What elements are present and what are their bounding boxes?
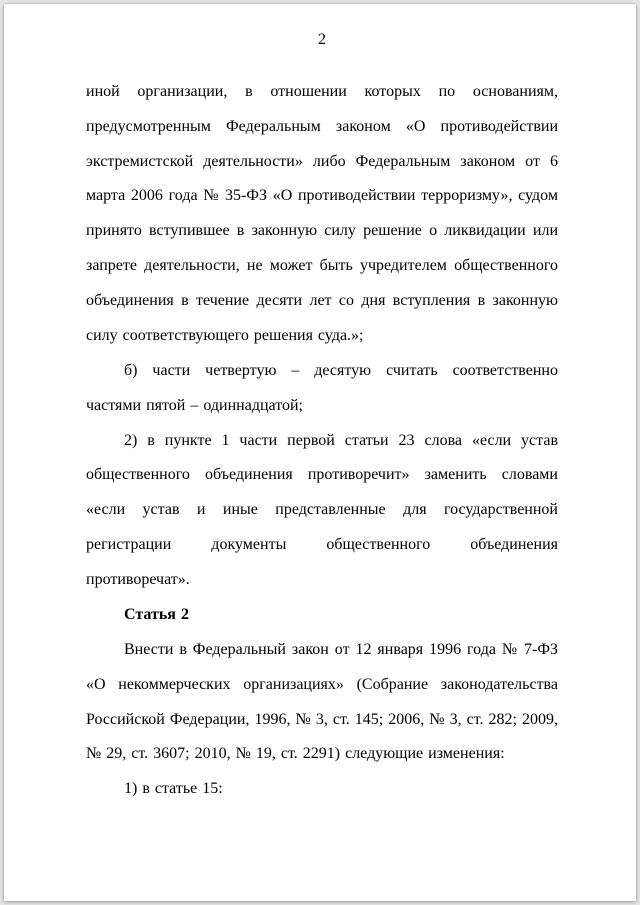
document-page bbox=[4, 4, 636, 901]
page-number: 2 bbox=[318, 31, 326, 48]
body-paragraph-item-2: 2) в пункте 1 части первой статьи 23 слова «если устав общественного объединения противоречит» заменить словами «если устав и иные представленные для государственной регистрации документы общественного объединения противоречат». bbox=[86, 431, 558, 589]
body-paragraph-continuation: иной организации, в отношении которых по основаниям, предусмотренным Федеральным законом «О противодействии экстремистской деятельности» либо Федеральным законом от 6 марта 2006 года № 35-ФЗ «О противодействии терроризму», судом принято вступившее в законную силу решение о ликвидации или запрете деятельности, не может быть учредителем общественного объединения в течение десяти лет со дня вступления в законную силу соответствующего решения суда.»; bbox=[86, 82, 558, 344]
article-2-heading: Статья 2 bbox=[124, 605, 189, 623]
body-paragraph-article2-intro: Внести в Федеральный закон от 12 января 1996 года № 7-ФЗ «О некоммерческих организациях» (Собрание законодательства Российской Федерации, 1996, № 3, ст. 145; 2006, № 3, ст. 282; 2009, № 29, ст. 3607; 2010, № 19, ст. 2291) следующие изменения: bbox=[86, 640, 558, 763]
body-paragraph-subitem-b: б) части четвертую – десятую считать соответственно частями пятой – одиннадцатой; bbox=[86, 361, 558, 414]
body-paragraph-item-1: 1) в статье 15: bbox=[124, 780, 223, 798]
